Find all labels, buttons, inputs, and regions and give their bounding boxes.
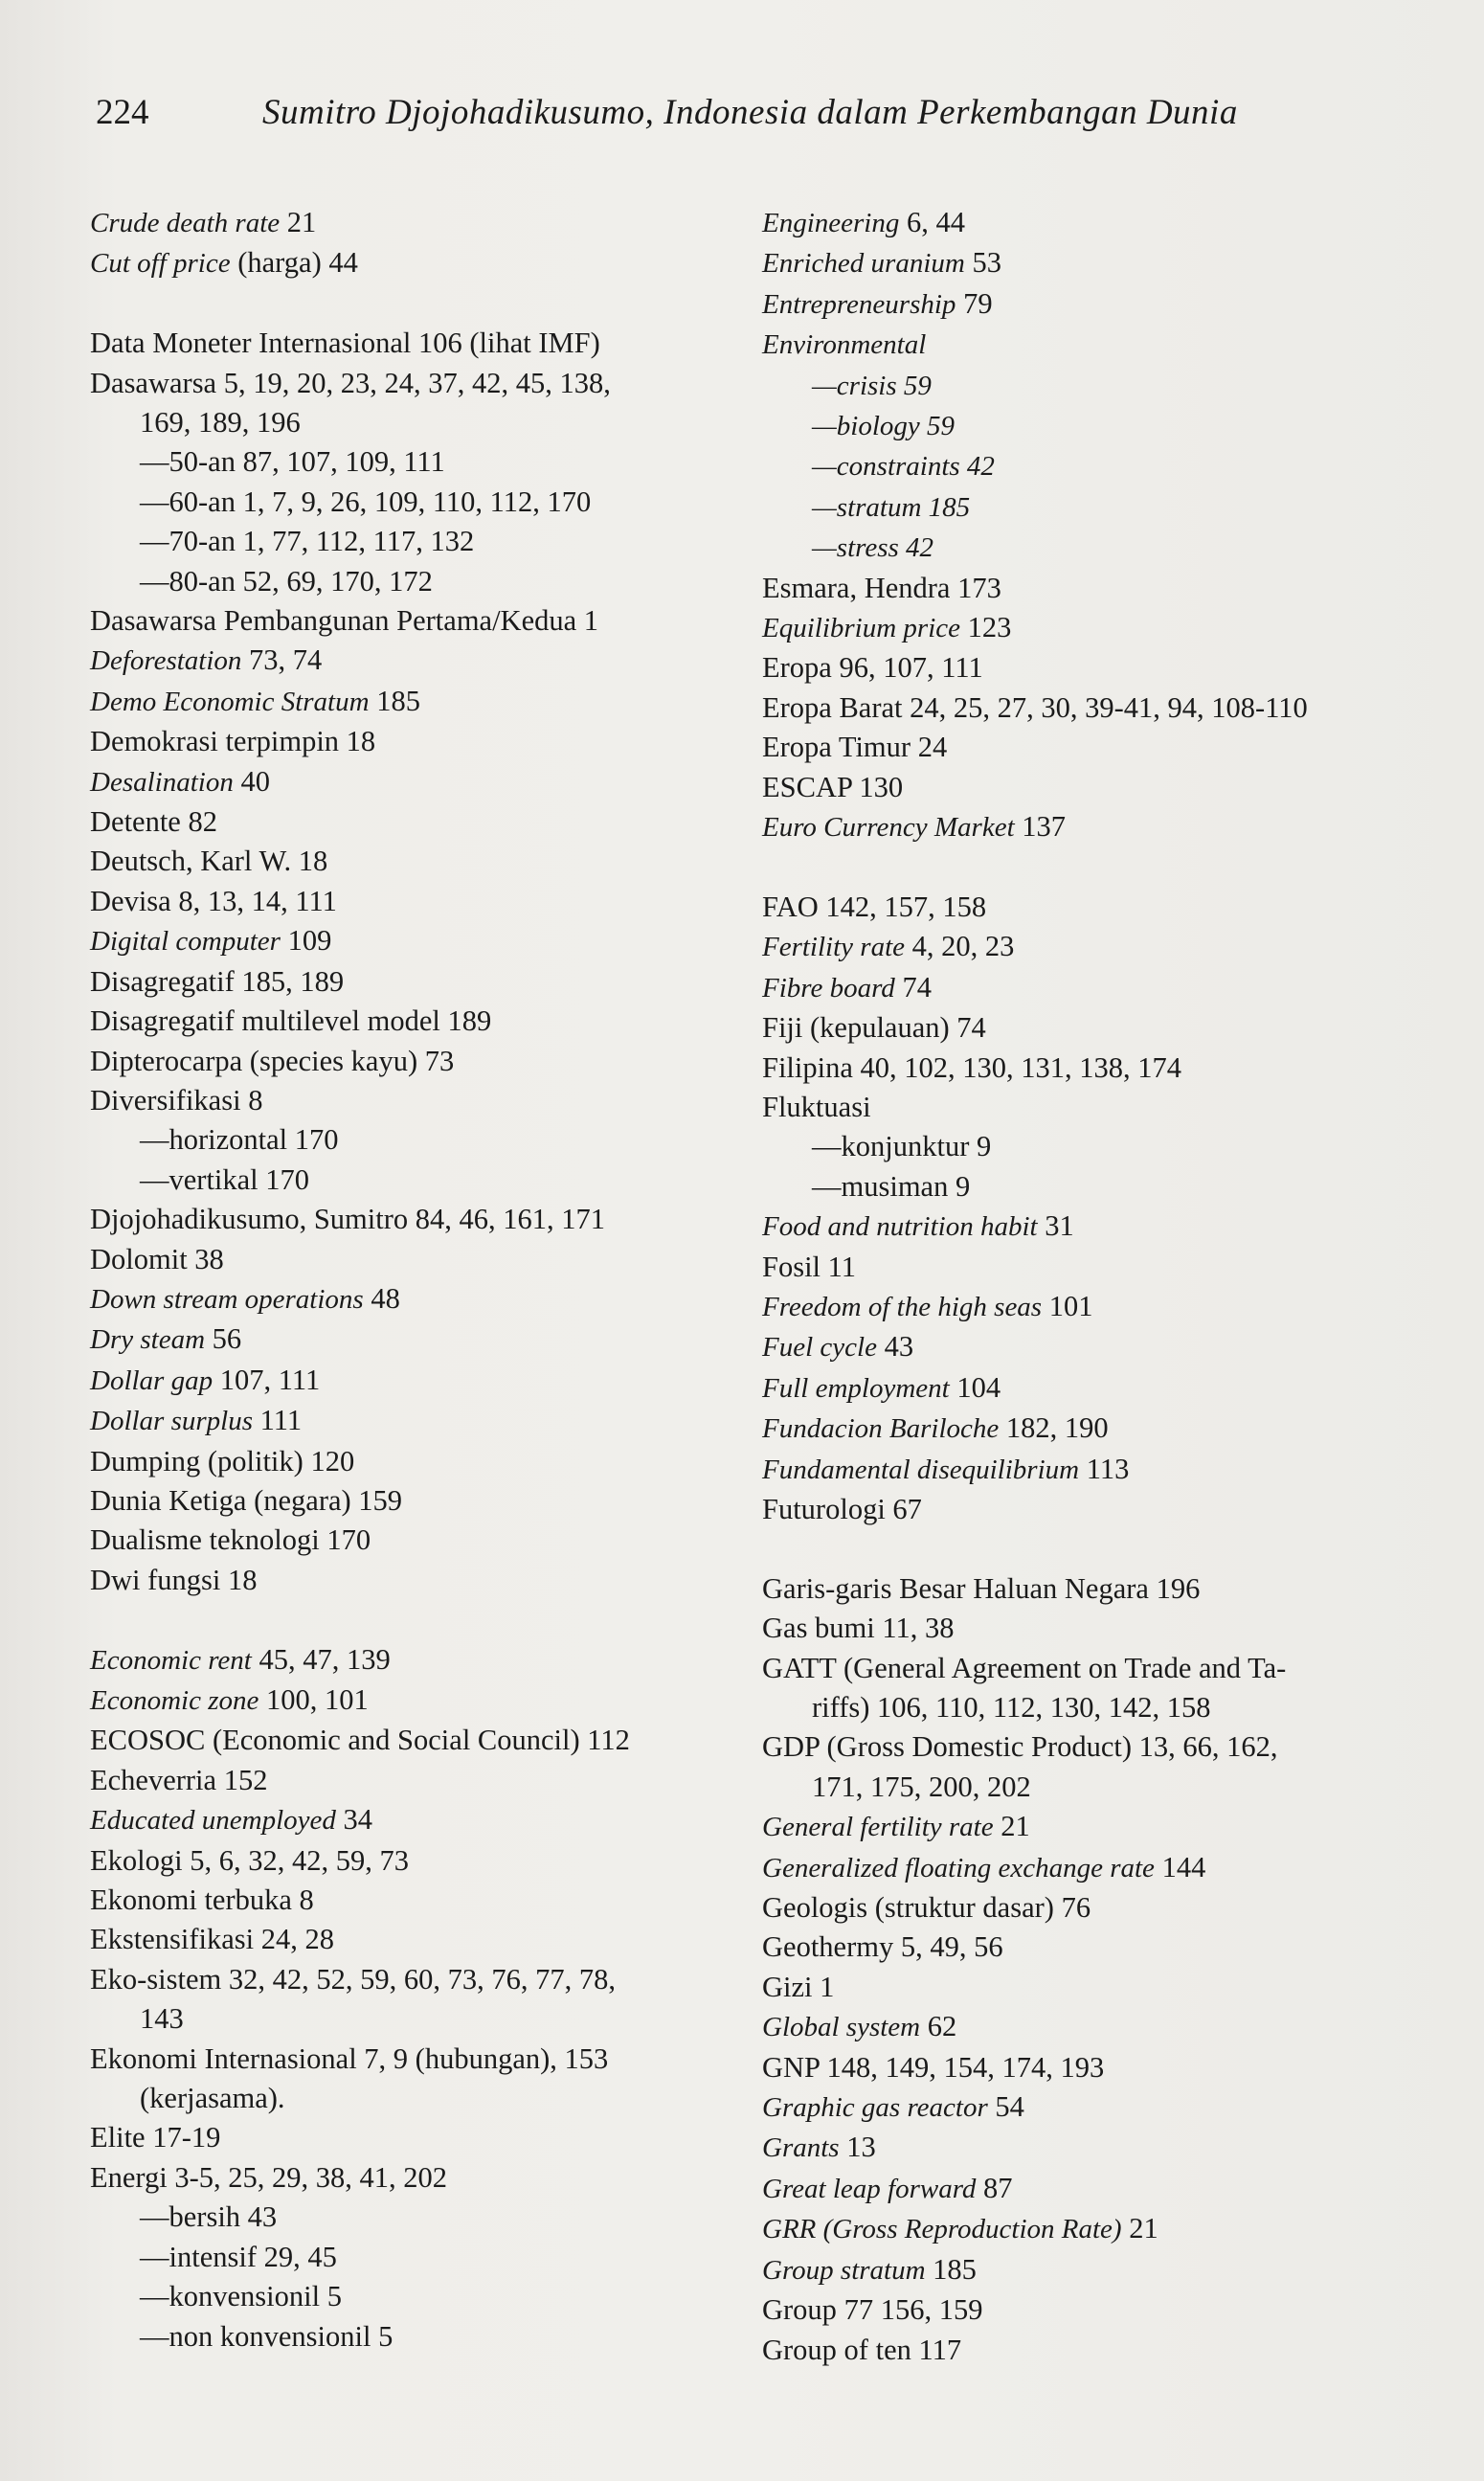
index-pages: 79 [963, 286, 993, 320]
index-term: GNP [762, 2050, 820, 2084]
index-term: Cut off price [90, 248, 231, 280]
index-pages: 67 [892, 1492, 922, 1525]
index-entry [90, 1042, 760, 1081]
index-gap [762, 848, 1432, 888]
index-pages: 56 [212, 1322, 242, 1356]
index-pages: 189 [447, 1004, 492, 1038]
index-pages: 6, 44 [906, 206, 965, 238]
index-pages: 148, 149, 154, 174, 193 [826, 2050, 1105, 2084]
index-entry [90, 682, 760, 722]
index-pages: 77 156, 159 [843, 2293, 983, 2327]
index-term: Down stream operations [90, 1283, 364, 1315]
index-pages: 8 [248, 1083, 263, 1116]
index-entry [762, 1368, 1432, 1409]
index-entry [762, 1287, 1432, 1327]
index-continuation: (kerjasama). [140, 2082, 285, 2115]
index-term: Geologis (struktur dasar) [762, 1891, 1054, 1925]
index-entry [762, 768, 1432, 807]
index-pages: 7, 9 (hubungan), 153 [364, 2041, 609, 2075]
index-term: Detente [90, 805, 181, 839]
index-entry [90, 1240, 760, 1279]
index-subentry [762, 446, 1432, 486]
index-pages: 100, 101 [266, 1683, 369, 1716]
index-entry [90, 243, 760, 283]
index-pages: 109 [287, 924, 332, 958]
index-pages: 112 [587, 1724, 630, 1757]
index-entry [90, 601, 760, 641]
index-term: Freedom of the high seas [762, 1291, 1043, 1322]
index-pages: 182, 190 [1005, 1411, 1109, 1445]
index-term: Ekonomi terbuka [90, 1883, 292, 1917]
index-subentry [90, 1161, 760, 1200]
index-term: Eropa [762, 651, 832, 685]
index-subentry [90, 442, 760, 482]
index-pages: 48 [371, 1281, 400, 1315]
index-entry [762, 203, 1432, 243]
index-pages: 173 [957, 571, 1001, 604]
index-term: Entrepreneurship [762, 288, 956, 320]
index-entry [90, 2040, 760, 2079]
index-entry [762, 1327, 1432, 1367]
index-term: Energi [90, 2160, 168, 2194]
index-entry [762, 1807, 1432, 1847]
index-entry [762, 569, 1432, 608]
index-term: Food and nutrition habit [762, 1211, 1038, 1243]
index-term: Deutsch, Karl W. [90, 845, 292, 878]
index-subentry [762, 1127, 1432, 1166]
index-pages: 137 [1022, 810, 1066, 844]
index-entry [90, 1319, 760, 1360]
index-term: Euro Currency Market [762, 812, 1015, 844]
index-entry [90, 1640, 760, 1680]
index-pages: 34 [343, 1803, 373, 1837]
index-pages: 5, 49, 56 [900, 1930, 1003, 1964]
index-subentry [762, 528, 1432, 568]
index-subentry [90, 562, 760, 601]
index-entry [762, 968, 1432, 1008]
index-term: Economic rent [90, 1644, 252, 1676]
subentry-text: —stress 42 [812, 532, 934, 564]
index-entry [90, 1442, 760, 1481]
index-term: Crude death rate [90, 208, 281, 238]
index-pages: 123 [967, 611, 1012, 644]
index-term: Garis-garis Besar Haluan Negara [762, 1571, 1149, 1605]
index-entry [90, 1521, 760, 1560]
index-pages: 185, 189 [241, 964, 345, 998]
index-subentry [90, 2198, 760, 2237]
subentry-text: —50-an 87, 107, 109, 111 [140, 445, 445, 479]
subentry-text: —bersih 43 [140, 2200, 278, 2234]
subentry-text: —biology 59 [812, 411, 956, 442]
index-entry [90, 1081, 760, 1120]
index-entry [762, 2209, 1432, 2249]
index-pages: 101 [1048, 1289, 1093, 1322]
index-entry [90, 1401, 760, 1441]
index-term: Dasawarsa [90, 366, 217, 399]
index-entry [762, 1409, 1432, 1449]
index-entry [90, 882, 760, 921]
index-term: Fertility rate [762, 932, 905, 963]
index-term: GDP (Gross Domestic Product) [762, 1730, 1133, 1764]
index-pages: 152 [223, 1763, 268, 1796]
index-pages: 84, 46, 161, 171 [415, 1203, 605, 1236]
index-term: FAO [762, 890, 819, 923]
index-entry [762, 728, 1432, 767]
index-pages: 3-5, 25, 29, 38, 41, 202 [174, 2160, 448, 2194]
index-term: Fiji (kepulauan) [762, 1011, 950, 1045]
index-term: Dunia Ketiga (negara) [90, 1483, 351, 1517]
index-term: Dry steam [90, 1324, 206, 1356]
index-term: ECOSOC (Economic and Social Council) [90, 1724, 580, 1757]
index-pages: 13, 66, 162, [1138, 1730, 1278, 1764]
subentry-text: —horizontal 170 [140, 1123, 339, 1157]
subentry-text: —stratum 185 [812, 491, 971, 523]
index-entry [762, 608, 1432, 648]
index-entry [762, 284, 1432, 325]
index-term: GRR (Gross Reproduction Rate) [762, 2214, 1122, 2245]
index-pages: 82 [188, 805, 217, 839]
index-pages: 18 [228, 1563, 258, 1596]
index-term: Devisa [90, 884, 171, 917]
index-term: Data Moneter Internasional [90, 327, 412, 360]
index-entry [762, 1928, 1432, 1967]
index-term: Great leap forward [762, 2173, 977, 2204]
subentry-text: —crisis 59 [812, 370, 932, 401]
index-column-right [762, 203, 1432, 2370]
index-entry [90, 842, 760, 881]
index-term: Fluktuasi [762, 1090, 871, 1123]
index-term: Fundamental disequilibrium [762, 1454, 1080, 1485]
subentry-text: —vertikal 170 [140, 1162, 310, 1196]
index-pages: 43 [884, 1330, 914, 1364]
index-pages: 24, 28 [260, 1923, 334, 1956]
index-term: Ekstensifikasi [90, 1923, 255, 1956]
index-pages: 107, 111 [219, 1363, 321, 1396]
index-continuation: 171, 175, 200, 202 [812, 1770, 1031, 1803]
subentry-text: —80-an 52, 69, 170, 172 [140, 564, 433, 598]
index-term: Fibre board [762, 972, 895, 1004]
index-pages: 74 [902, 970, 932, 1004]
index-term: Dumping (politik) [90, 1444, 304, 1477]
index-subentry [762, 406, 1432, 446]
index-term: Dollar surplus [90, 1406, 254, 1437]
index-subentry [90, 483, 760, 522]
index-entry [762, 1207, 1432, 1247]
index-term: Fosil [762, 1250, 821, 1283]
index-continuation: riffs) 106, 110, 112, 130, 142, 158 [812, 1691, 1211, 1724]
index-term: Enriched uranium [762, 248, 965, 280]
index-term: Demo Economic Stratum [90, 686, 370, 717]
index-entry [90, 921, 760, 961]
index-subentry [90, 522, 760, 561]
index-pages: 196 [1156, 1571, 1201, 1605]
index-term: Economic zone [90, 1685, 259, 1716]
index-pages: 8, 13, 14, 111 [178, 884, 337, 917]
index-entry [762, 1049, 1432, 1088]
index-entry [762, 1450, 1432, 1490]
index-term: Group [762, 2293, 837, 2327]
index-pages: 130 [859, 770, 904, 803]
index-entry [762, 2048, 1432, 2087]
index-term: Gizi [762, 1970, 813, 2003]
index-pages: 40 [240, 764, 270, 798]
index-term: Filipina [762, 1050, 853, 1084]
index-pages: 53 [972, 246, 1001, 280]
index-entry [762, 1888, 1432, 1928]
index-pages: 104 [956, 1370, 1001, 1404]
index-pages: 142, 157, 158 [825, 890, 987, 923]
index-column-left [90, 203, 760, 2357]
subentry-text: —konvensionil 5 [140, 2280, 342, 2313]
index-term: Demokrasi terpimpin [90, 725, 340, 758]
index-term: ESCAP [762, 770, 852, 803]
index-entry [762, 1088, 1432, 1127]
index-pages: 24, 25, 27, 30, 39-41, 94, 108-110 [910, 690, 1308, 724]
index-entry [762, 648, 1432, 688]
index-entry [90, 1800, 760, 1840]
index-entry [90, 324, 760, 363]
index-term: Echeverria [90, 1763, 217, 1796]
index-pages: 73, 74 [249, 643, 323, 677]
index-entry [762, 927, 1432, 967]
index-gap [90, 284, 760, 324]
running-header [96, 92, 1340, 133]
index-pages: 5, 19, 20, 23, 24, 37, 42, 45, 138, [223, 366, 611, 399]
index-pages: 170 [326, 1523, 371, 1557]
index-entry [90, 1920, 760, 1959]
index-entry [90, 364, 760, 403]
index-subentry [762, 1167, 1432, 1207]
index-term: Group of ten [762, 2333, 911, 2366]
index-term: Eropa Timur [762, 731, 911, 764]
index-pages: 21 [1129, 2212, 1158, 2245]
index-entry [762, 1727, 1432, 1767]
index-term: Diversifikasi [90, 1083, 241, 1116]
index-term: Elite [90, 2121, 146, 2154]
index-entry [762, 1649, 1432, 1688]
subentry-text: —constraints 42 [812, 451, 995, 483]
index-subentry [90, 2277, 760, 2316]
index-pages: 18 [298, 845, 328, 878]
index-term: Dasawarsa Pembangunan Pertama/Kedua [90, 604, 577, 638]
index-entry [762, 243, 1432, 283]
index-term: Full employment [762, 1372, 950, 1404]
index-pages: 24 [917, 731, 948, 764]
index-subentry [90, 1120, 760, 1160]
subentry-text: —non konvensionil 5 [140, 2319, 393, 2353]
index-term: Futurologi [762, 1492, 886, 1525]
index-term: Group stratum [762, 2254, 926, 2286]
index-term: Disagregatif [90, 964, 235, 998]
index-pages: 21 [286, 206, 317, 238]
index-term: Educated unemployed [90, 1805, 336, 1837]
index-term: Fundacion Bariloche [762, 1413, 1000, 1445]
index-entry [762, 1609, 1432, 1648]
index-pages: 13 [846, 2131, 876, 2164]
index-term: Dualisme teknologi [90, 1523, 320, 1557]
index-term: Engineering [762, 208, 900, 238]
index-entry [90, 1561, 760, 1600]
index-entry [90, 1481, 760, 1521]
index-term: Dolomit [90, 1242, 188, 1275]
index-pages: 54 [995, 2090, 1024, 2124]
index-pages: 120 [310, 1444, 355, 1477]
index-pages: 73 [424, 1044, 455, 1077]
index-pages: 76 [1061, 1891, 1091, 1925]
index-term: GATT (General Agreement on Trade and Ta- [762, 1651, 1287, 1684]
page-number: 224 [96, 93, 149, 132]
index-pages: 1 [583, 604, 599, 638]
index-term: Ekologi [90, 1843, 183, 1877]
index-entry [90, 1761, 760, 1800]
index-entry [762, 1008, 1432, 1048]
index-pages: 17-19 [152, 2121, 221, 2154]
index-entry [90, 962, 760, 1002]
index-term: Ekonomi Internasional [90, 2041, 357, 2075]
index-entry [762, 2169, 1432, 2209]
index-entry [762, 807, 1432, 847]
index-term: Esmara, Hendra [762, 571, 951, 604]
index-term: Digital computer [90, 926, 281, 958]
index-pages: 87 [983, 2171, 1013, 2204]
index-term: Djojohadikusumo, Sumitro [90, 1203, 409, 1236]
index-term: Gas bumi [762, 1612, 875, 1645]
index-term: Environmental [762, 329, 927, 361]
index-entry [90, 1002, 760, 1041]
index-entry [90, 1279, 760, 1319]
index-entry [90, 1361, 760, 1401]
index-term: Fuel cycle [762, 1332, 877, 1364]
index-entry [762, 2128, 1432, 2168]
index-entry [762, 1848, 1432, 1888]
index-pages: 159 [358, 1483, 403, 1517]
index-gap [762, 1529, 1432, 1568]
index-pages: 5, 6, 32, 42, 59, 73 [190, 1843, 409, 1877]
subentry-text: —60-an 1, 7, 9, 26, 109, 110, 112, 170 [140, 485, 592, 518]
index-term: Global system [762, 2012, 921, 2043]
index-entry [90, 2158, 760, 2198]
subentry-text: —konjunktur 9 [812, 1130, 992, 1163]
index-entry [762, 1569, 1432, 1609]
index-entry [762, 2331, 1432, 2370]
index-term: Dollar gap [90, 1365, 214, 1396]
subentry-text: —70-an 1, 77, 112, 117, 132 [140, 525, 475, 558]
running-title: Sumitro Djojohadikusumo, Indonesia dalam Perkembangan Dunia [262, 93, 1238, 132]
index-term: Dwi fungsi [90, 1563, 221, 1596]
index-entry [90, 1721, 760, 1760]
index-entry [762, 2007, 1432, 2047]
index-term: Eko-sistem [90, 1962, 222, 1996]
index-entry [762, 1490, 1432, 1529]
index-subentry [90, 2238, 760, 2277]
index-pages: 21 [1001, 1810, 1030, 1843]
index-entry [90, 1200, 760, 1239]
index-entry [762, 1968, 1432, 2007]
subentry-text: —intensif 29, 45 [140, 2240, 337, 2273]
index-pages: 117 [918, 2333, 962, 2366]
index-term: Equilibrium price [762, 613, 961, 644]
index-pages: 11 [827, 1250, 857, 1283]
index-pages: 113 [1086, 1452, 1130, 1485]
index-term: Eropa Barat [762, 690, 903, 724]
index-entry [762, 688, 1432, 728]
index-pages: 185 [376, 684, 420, 717]
index-pages: 38 [194, 1242, 224, 1275]
index-pages: 31 [1045, 1209, 1074, 1243]
index-entry [90, 2118, 760, 2157]
index-term: Dipterocarpa (species kayu) [90, 1044, 418, 1077]
index-pages: 96, 107, 111 [839, 651, 983, 685]
index-continuation: 143 [140, 2002, 184, 2036]
index-pages: 185 [933, 2252, 977, 2286]
index-pages: 74 [956, 1011, 986, 1045]
index-pages: 144 [1161, 1850, 1206, 1883]
index-subentry [762, 366, 1432, 406]
index-entry [90, 1960, 760, 1999]
index-entry [90, 1680, 760, 1721]
index-pages: 18 [346, 725, 376, 758]
index-pages: 62 [927, 2010, 957, 2043]
index-entry [762, 325, 1432, 365]
index-pages: (harga) 44 [237, 246, 358, 280]
index-pages: 40, 102, 130, 131, 138, 174 [860, 1050, 1182, 1084]
index-pages: 1 [820, 1970, 835, 2003]
index-subentry [90, 2317, 760, 2357]
index-pages: 32, 42, 52, 59, 60, 73, 76, 77, 78, [228, 1962, 616, 1996]
index-term: Disagregatif multilevel model [90, 1004, 440, 1038]
index-subentry [762, 487, 1432, 528]
index-pages: 11, 38 [882, 1612, 955, 1645]
index-entry [762, 2250, 1432, 2290]
index-entry [90, 203, 760, 243]
index-pages: 8 [299, 1883, 314, 1917]
index-term: Geothermy [762, 1930, 894, 1964]
index-entry [90, 1881, 760, 1920]
index-entry [762, 2087, 1432, 2128]
index-gap [90, 1600, 760, 1639]
index-entry [90, 1841, 760, 1881]
index-term: Generalized floating exchange rate [762, 1852, 1155, 1883]
index-term: Grants [762, 2132, 840, 2164]
index-term: Graphic gas reactor [762, 2092, 988, 2124]
index-pages: 45, 47, 139 [259, 1642, 391, 1676]
index-pages: 111 [259, 1404, 303, 1437]
index-entry [90, 762, 760, 802]
index-entry [90, 641, 760, 681]
index-pages: 106 (lihat IMF) [418, 327, 600, 360]
index-entry [762, 2290, 1432, 2330]
index-entry [762, 888, 1432, 927]
index-term: Desalination [90, 766, 234, 798]
index-entry [90, 802, 760, 842]
index-continuation: 169, 189, 196 [140, 406, 301, 440]
index-entry [90, 722, 760, 761]
subentry-text: —musiman 9 [812, 1169, 971, 1203]
index-term: Deforestation [90, 645, 242, 677]
index-pages: 4, 20, 23 [911, 930, 1015, 963]
index-entry [762, 1248, 1432, 1287]
index-term: General fertility rate [762, 1812, 994, 1843]
